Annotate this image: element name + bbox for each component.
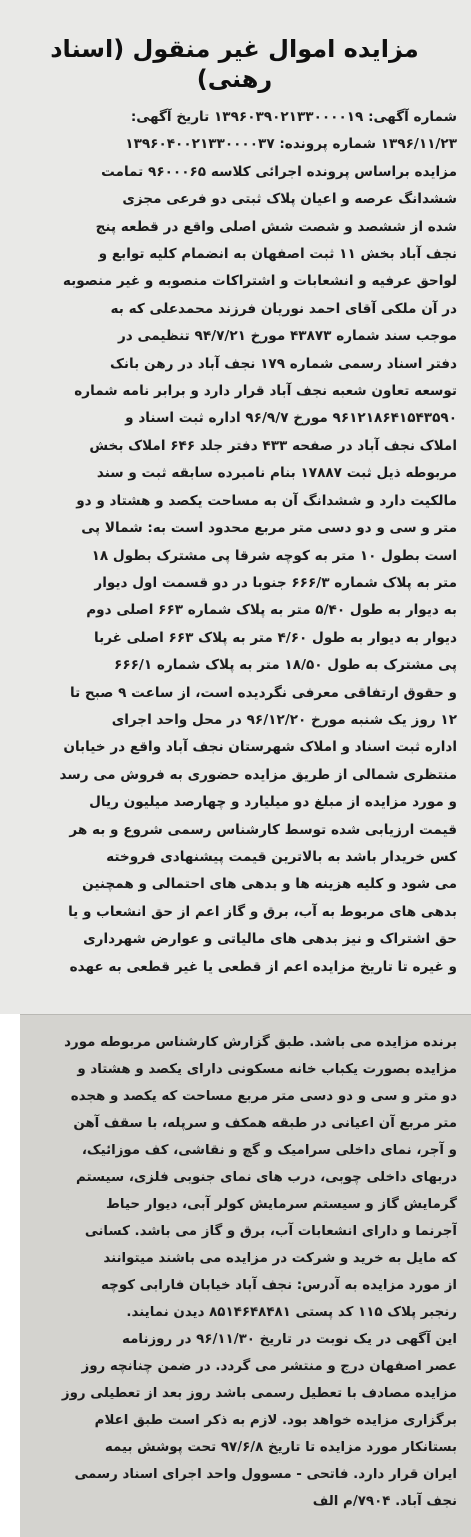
notice-text-line: و مورد مزایده از مبلغ دو میلیارد و چهارصد میلیون ریال (89, 794, 457, 811)
notice-body-bottom (36, 1029, 457, 1515)
notice-title: مزایده اموال غیر منقول (اسناد رهنی) (50, 35, 419, 93)
notice-text-line: در آن ملکی آقای احمد نوریان فرزند محمدعلی که به (110, 300, 457, 317)
notice-text-line: شده از ششصد و شصت شش اصلی واقع در قطعه پنج (95, 218, 457, 235)
notice-text-line: شماره آگهی: ۱۳۹۶۰۳۹۰۲۱۳۳۰۰۰۰۱۹ تاریخ آگهی: (130, 109, 457, 125)
notice-text-line: ۱۳۹۶/۱۱/۲۳ شماره پرونده: ۱۳۹۶۰۴۰۰۲۱۳۳۰۰۰۰۳۷ (125, 136, 457, 153)
notice-text-line: ایران قرار دارد. فاتحی - مسوول واحد اجرای اسناد رسمی (74, 1467, 457, 1482)
notice-text-line: موجب سند شماره ۴۳۸۷۳ مورخ ۹۴/۷/۲۱ تنظیمی در (117, 328, 457, 345)
notice-text-line: متر مربع آن اعیانی در طبقه همکف و سرپله، با سقف آهن (73, 1116, 457, 1131)
notice-text-line: گرمایش گاز و سیستم سرمایش کولر آبی، دیوار حیاط (106, 1197, 457, 1212)
notice-text-line: برنده مزایده می باشد. طبق گزارش کارشناس مربوطه مورد (64, 1035, 457, 1050)
notice-text-line: که مایل به خرید و شرکت در مزایده می باشند میتوانند (103, 1251, 457, 1266)
notice-text-line: مزایده براساس پرونده اجرائی کلاسه ۹۶۰۰۰۶۵ تمامت (101, 163, 457, 180)
notice-text-line: مزایده بصورت یکباب خانه مسکونی دارای یکصد و هشتاد و (77, 1062, 457, 1077)
notice-text-line: آجرنما و دارای انشعابات آب، برق و گاز می باشد. کسانی (84, 1224, 457, 1239)
notice-text-line: و حقوق ارتفاقی معرفی نگردیده است، از ساعت ۹ صبح تا (69, 684, 457, 701)
notice-text-line: پی مشترک به طول ۱۸/۵۰ متر به پلاک شماره ۶۶۶/۱ (114, 657, 457, 674)
notice-text-line: مالکیت دارد و ششدانگ آن به مساحت یکصد و هشتاد و دو (76, 492, 457, 509)
notice-text-line: بستانکار مورد مزایده تا تاریخ ۹۷/۶/۸ تحت پوشش بیمه (104, 1440, 457, 1455)
notice-text-line: متر و سی و دو دسی متر مربع محدود است به: شمالا پی (81, 520, 457, 537)
notice-text-line: مربوطه ذیل ثبت ۱۷۸۸۷ بنام نامبرده سابقه ثبت و سند (96, 465, 457, 482)
notice-text-line: نجف آباد. ۷۹۰۴/م الف (312, 1494, 457, 1509)
notice-text-line: این آگهی در یک نوبت در تاریخ ۹۶/۱۱/۳۰ در روزنامه (122, 1332, 457, 1347)
notice-text-line: از مورد مزایده به آدرس: نجف آباد خیابان فارابی کوچه (101, 1278, 457, 1293)
notice-text-line: و غیره تا تاریخ مزایده اعم از قطعی یا غیر قطعی به عهده (69, 958, 457, 975)
notice-text-line: لواحق عرفیه و انشعابات و اشتراکات منصوبه و غیر منصوبه (62, 273, 457, 290)
notice-text-line: به دیوار به طول ۵/۴۰ متر به پلاک شماره ۶۶۳ اصلی دوم (86, 602, 457, 619)
notice-text-line: است بطول ۱۰ متر به کوچه شرقا پی مشترک بطول ۱۸ (91, 547, 457, 564)
notice-text-line: مزایده مصادف با تعطیل رسمی باشد روز بعد از تعطیلی روز (61, 1386, 457, 1401)
notice-text-line: رنجبر پلاک ۱۱۵ کد پستی ۸۵۱۴۶۴۸۴۸۱ دیدن نمایند. (126, 1305, 457, 1320)
notice-text-line: دربهای داخلی چوبی، درب های نمای جنوبی فلزی، سیستم (75, 1170, 457, 1185)
notice-text-line: می شود و کلیه هزینه ها و بدهی های احتمالی و همچنین (82, 876, 457, 893)
notice-text-line: نجف آباد بخش ۱۱ ثبت اصفهان به انضمام کلیه توابع و (98, 246, 457, 263)
notice-text-line: توسعه تعاون شعبه نجف آباد قرار دارد و برابر نامه شماره (74, 383, 457, 400)
notice-text-line: متر به پلاک شماره ۶۶۶/۳ جنوبا در دو قسمت اول دیوار (94, 574, 457, 591)
notice-text-line: ۱۲ روز یک شنبه مورخ ۹۶/۱۲/۲۰ در محل واحد اجرای (111, 711, 457, 728)
notice-text-line: دو متر و سی و دو دسی متر مربع مساحت که یکصد و هجده (70, 1089, 457, 1104)
notice-text-line: حق اشتراک و نیز بدهی های مالیاتی و عوارض شهرداری (83, 931, 457, 948)
notice-text-line: برگزاری مزایده خواهد بود. لازم به ذکر است طبق اعلام (94, 1413, 457, 1428)
notice-text-line: ششدانگ عرصه و اعیان پلاک ثبتی دو فرعی مجزی (122, 191, 457, 208)
notice-text-line: عصر اصفهان درج و منتشر می گردد. در ضمن چنانچه روز (81, 1359, 457, 1374)
notice-clipping-bottom (20, 1014, 471, 1537)
notice-text-line: املاک نجف آباد در صفحه ۴۳۳ دفتر جلد ۶۴۶ املاک بخش (89, 437, 457, 454)
notice-text-line: دفتر اسناد رسمی شماره ۱۷۹ نجف آباد در رهن بانک (110, 355, 457, 372)
notice-body-top (12, 104, 457, 981)
notice-text-line: منتظری شمالی از طریق مزایده حضوری به فروش می رسد (59, 766, 457, 783)
notice-text-line: قیمت ارزیابی شده توسط کارشناس رسمی شروع و به هر (69, 821, 457, 838)
notice-text-line: ۹۶۱۲۱۸۶۴۱۵۴۳۵۹۰ مورخ ۹۶/۹/۷ اداره ثبت اسناد و (125, 410, 457, 427)
notice-text-line: دیوار به دیوار به طول ۴/۶۰ متر به پلاک ۶۶۳ اصلی غربا (94, 629, 457, 646)
notice-text-line: و آجر، نمای داخلی سرامیک و گچ و نقاشی، کف موزائیک، (81, 1143, 457, 1158)
notice-text-line: کس خریدار باشد به بالاترین قیمت پیشنهادی فروخته (106, 848, 457, 865)
notice-text-line: بدهی های مربوط به آب، برق و گاز اعم از حق انشعاب و یا (68, 903, 457, 920)
notice-text-line: اداره ثبت اسناد و املاک شهرستان نجف آباد واقع در خیابان (63, 739, 457, 756)
